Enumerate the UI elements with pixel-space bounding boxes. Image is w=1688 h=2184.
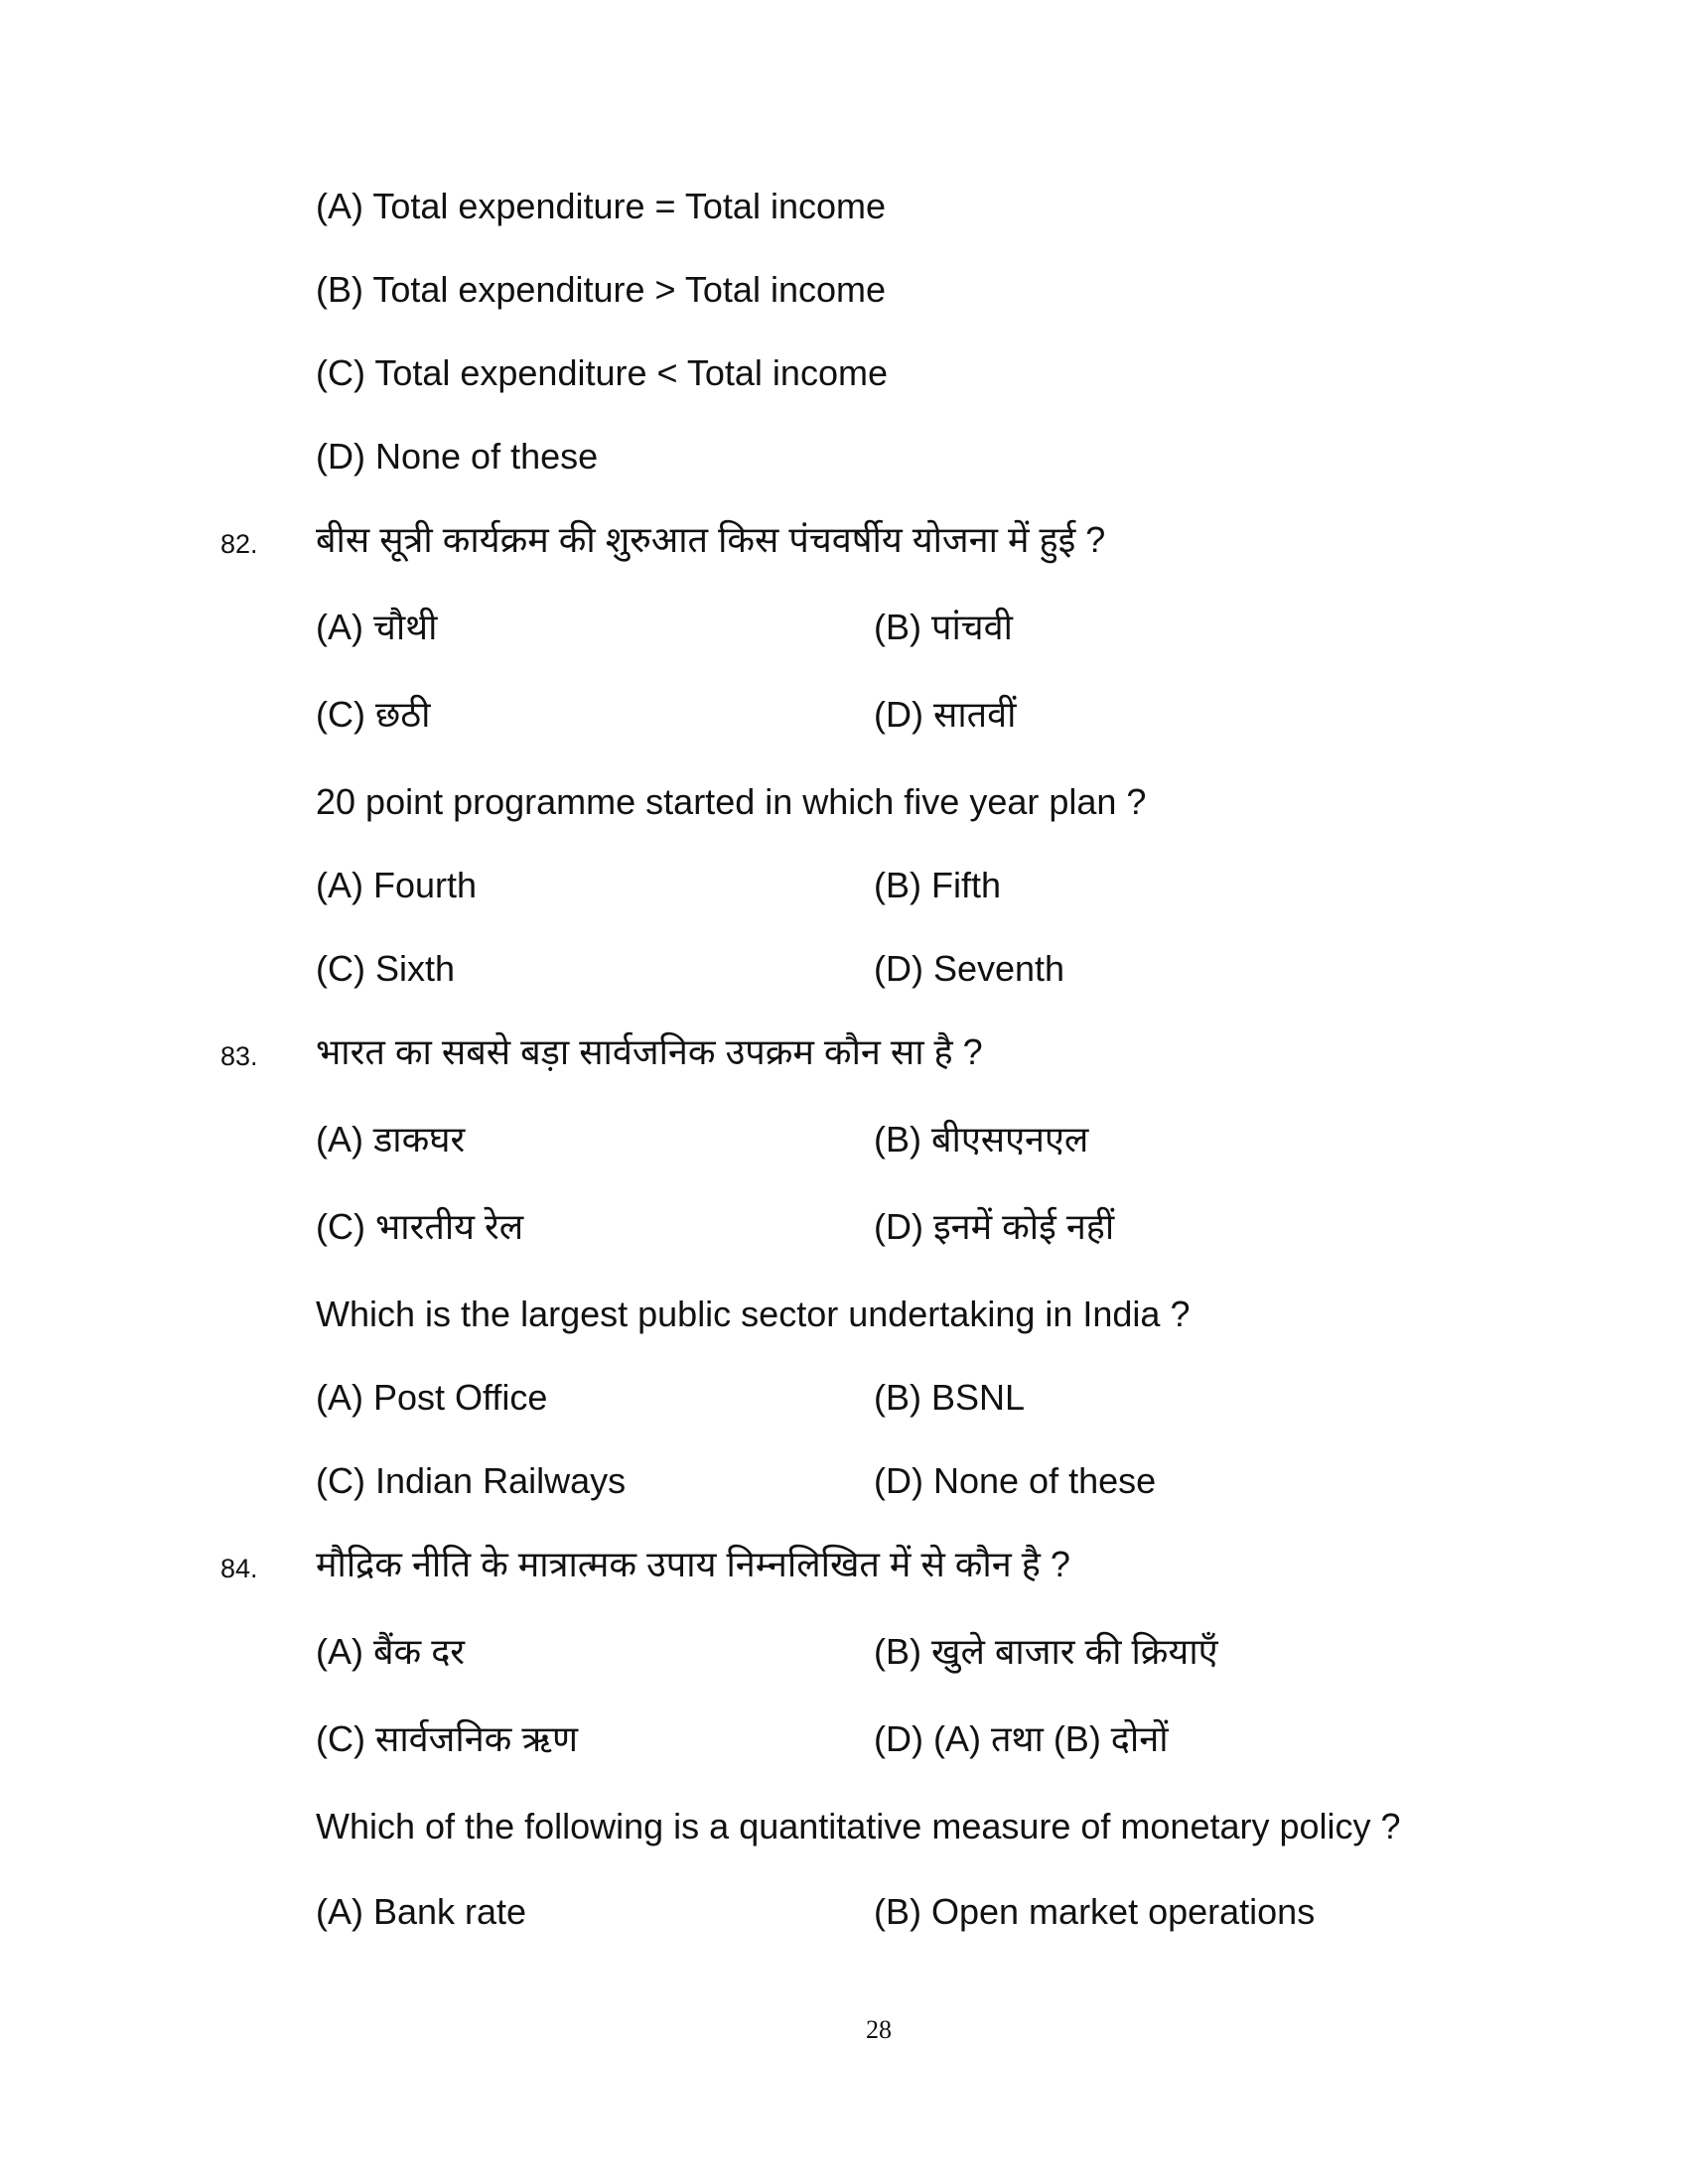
q83-english-option-b: (B) BSNL (874, 1377, 1026, 1418)
q83-english-option-a: (A) Post Office (316, 1377, 548, 1418)
q83-hindi-option-a: (A) डाकघर (316, 1119, 466, 1160)
q84-hindi-option-a: (A) बैंक दर (316, 1631, 466, 1672)
q84-english-option-b: (B) Open market operations (874, 1891, 1316, 1932)
question-84-number: 84. (220, 1554, 258, 1583)
q83-hindi-option-c: (C) भारतीय रेल (316, 1206, 524, 1247)
page-number: 28 (866, 2015, 892, 2044)
q82-hindi-option-d: (D) सातवीं (874, 694, 1017, 735)
q82-hindi-option-c: (C) छठी (316, 694, 431, 735)
q83-hindi-option-b: (B) बीएसएनएल (874, 1119, 1089, 1160)
question-84-hindi: मौद्रिक नीति के मात्रात्मक उपाय निम्नलिखित में से कौन है ? (316, 1544, 1070, 1584)
q83-english-option-c: (C) Indian Railways (316, 1460, 627, 1501)
q84-hindi-option-d: (D) (A) तथा (B) दोनों (874, 1718, 1169, 1759)
question-82-english: 20 point programme started in which five year plan ? (316, 781, 1147, 822)
question-83-english: Which is the largest public sector undertaking in India ? (316, 1294, 1191, 1334)
question-84-english: Which of the following is a quantitative measure of monetary policy ? (316, 1806, 1401, 1846)
q84-hindi-option-b: (B) खुले बाजार की क्रियाएँ (874, 1631, 1218, 1672)
q84-hindi-option-c: (C) सार्वजनिक ऋण (316, 1718, 579, 1759)
prev-option-d: (D) None of these (316, 436, 599, 477)
question-82-hindi: बीस सूत्री कार्यक्रम की शुरुआत किस पंचवर्षीय योजना में हुई ? (316, 519, 1106, 560)
q83-english-option-d: (D) None of these (874, 1460, 1157, 1501)
q82-hindi-option-b: (B) पांचवी (874, 607, 1013, 647)
q82-english-option-c: (C) Sixth (316, 948, 456, 989)
q84-english-option-a: (A) Bank rate (316, 1891, 527, 1932)
q82-hindi-option-a: (A) चौथी (316, 607, 438, 647)
q82-english-option-a: (A) Fourth (316, 865, 478, 905)
prev-option-b: (B) Total expenditure > Total income (316, 269, 886, 310)
question-82-number: 82. (220, 529, 258, 559)
q82-english-option-b: (B) Fifth (874, 865, 1002, 905)
q83-hindi-option-d: (D) इनमें कोई नहीं (874, 1206, 1115, 1247)
prev-option-a: (A) Total expenditure = Total income (316, 186, 886, 226)
question-83-number: 83. (220, 1041, 258, 1071)
prev-option-c: (C) Total expenditure < Total income (316, 352, 888, 393)
question-83-hindi: भारत का सबसे बड़ा सार्वजनिक उपक्रम कौन सा है ? (316, 1031, 983, 1072)
q82-english-option-d: (D) Seventh (874, 948, 1065, 989)
